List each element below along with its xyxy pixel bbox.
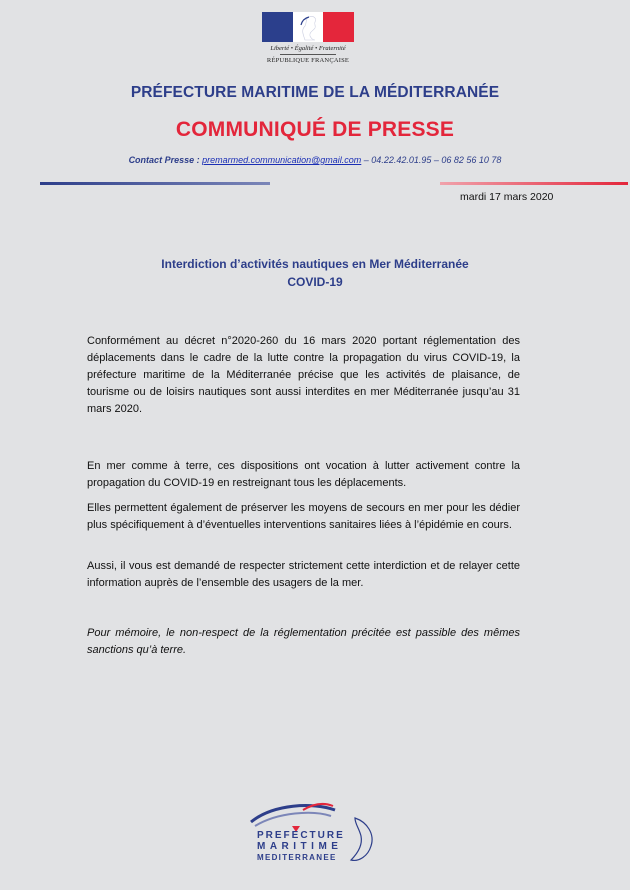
header-divider-blue [40, 182, 270, 185]
press-release-title: COMMUNIQUÉ DE PRESSE [175, 118, 455, 141]
document-title-line2: COVID-19 [287, 275, 343, 289]
organization-heading: PRÉFECTURE MARITIME DE LA MÉDITERRANÉE [130, 84, 500, 101]
body-paragraph: Elles permettent également de préserver les moyens de secours en mer pour les dédier plus spécifiquement à d’éventuelles interventions sanitaires liées à l’épidémie en cours. [87, 502, 520, 531]
footer-logo-line2: MARITIME [257, 841, 343, 852]
republique-francaise-logo [262, 12, 354, 70]
body-paragraph: Conformément au décret n°2020-260 du 16 mars 2020 portant réglementation des déplacements dans le cadre de la lutte contre la propagation du virus COVID-19, la préfecture maritime de la Méditerranée précise que les activités de plaisance, de tourisme ou de loisirs nautiques sont aussi interdites en mer Méditerranée jusqu’au 31 mars 2020. [87, 335, 520, 415]
contact-email-link[interactable]: premarmed.communication@gmail.com [202, 155, 362, 165]
body-paragraph: En mer comme à terre, ces dispositions ont vocation à lutter activement contre la propagation du COVID-19 en restreignant tous les déplacements. [87, 460, 520, 489]
reminder-paragraph: Pour mémoire, le non-respect de la réglementation précitée est passible des mêmes sanctions qu’à terre. [87, 627, 520, 656]
footer-logo-line3: MEDITERRANEE [257, 853, 337, 862]
logo-motto: Liberté • Égalité • Fraternité [270, 45, 346, 52]
header-divider-red [440, 182, 628, 185]
contact-phones: – 04.22.42.01.95 – 06 82 56 10 78 [361, 155, 502, 165]
contact-label: Contact Presse : [128, 155, 200, 165]
body-paragraph: Aussi, il vous est demandé de respecter strictement cette interdiction et de relayer cette information auprès de l’ensemble des usagers de la mer. [87, 560, 520, 589]
logo-republic-text: RÉPUBLIQUE FRANÇAISE [266, 57, 350, 64]
footer-logo-line1: PREFECTURE [257, 830, 345, 841]
prefecture-maritime-logo [243, 800, 383, 875]
marianne-flag-icon [262, 12, 354, 42]
release-date: mardi 17 mars 2020 [460, 191, 554, 203]
contact-line [0, 155, 630, 165]
logo-divider [280, 54, 336, 55]
document-title-line1: Interdiction d’activités nautiques en Mer Méditerranée [161, 257, 469, 271]
document-title [0, 255, 630, 291]
